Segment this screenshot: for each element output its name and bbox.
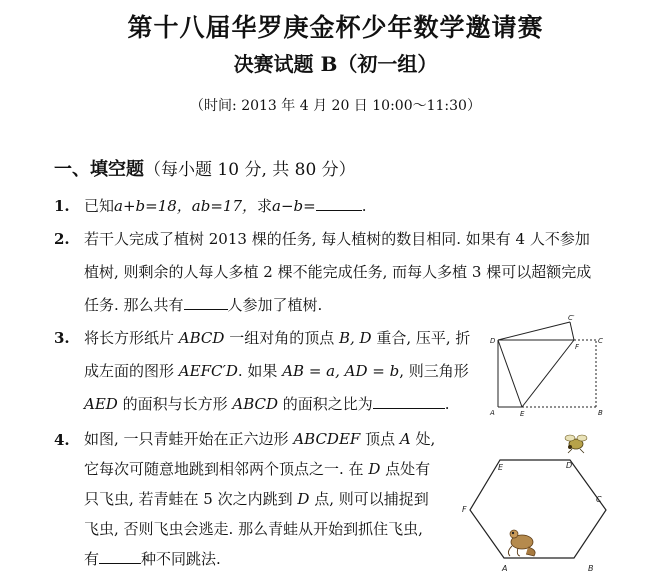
text-segment: 它每次可随意地跳到相邻两个顶点之一. 在 [84,460,369,478]
question-body [84,322,470,421]
math-expression: D [297,490,310,508]
question-2 [54,223,654,322]
text-segment: 只飞虫, 若青蛙在 5 次之内跳到 [84,490,298,508]
math-expression: a−b= [272,197,316,215]
question-1 [54,190,654,223]
label-C: C [596,495,602,504]
text-segment: 如图, 一只青蛙开始在正六边形 [84,430,294,448]
label-B: B [588,564,594,573]
question-body [84,424,435,574]
edge-DC-prime [498,322,570,340]
hexagon-ABCDEF [470,460,606,558]
answer-blank[interactable] [373,392,445,409]
fold-EF [522,340,574,407]
question-number: 4. [54,431,70,449]
fly-icon [565,435,587,453]
label-F: F [575,343,580,351]
exam-time: （时间: 2013 年 4 月 20 日 10:00～11:30） [190,98,481,114]
label-A: A [490,409,495,417]
text-segment: 人参加了植树. [227,296,323,314]
exam-subtitle: 决赛试题 B（初一组） [233,52,438,76]
folded-rectangle-figure [484,312,614,418]
text-segment: 的面积之比为 [278,395,373,413]
text-segment: 将长方形纸片 [84,329,179,347]
math-expression: A [399,430,411,448]
crease-DE [498,340,522,407]
math-expression: D [368,460,381,478]
label-C-prime: C′ [568,314,575,322]
answer-blank[interactable] [184,293,228,310]
question-line: 植树, 则剩余的人每人多植 2 棵不能完成任务, 而每人多植 3 棵可以超额完成 [84,263,592,281]
answer-blank[interactable] [99,547,141,564]
text-segment: 已知 [84,197,115,215]
question-4 [54,424,474,574]
question-line [84,388,470,421]
question-line: 若干人完成了植树 2013 棵的任务, 每人植树的数目相同. 如果有 4 人不参加 [84,230,590,248]
text-segment: 重合, 压平, 折 [371,329,471,347]
section-note: （每小题 10 分, 共 80 分） [144,160,356,180]
edge-C-prime-F [570,322,574,340]
math-expression: AB = a, AD = b [282,362,400,380]
question-body [84,190,366,223]
text-segment: 一组对角的顶点 [224,329,339,347]
label-B: B [598,409,603,417]
label-C: C [598,337,603,345]
question-number: 1. [54,197,70,215]
question-line [84,484,435,514]
math-expression: AEFC′D [178,362,238,380]
question-line [84,190,366,223]
question-line: 飞虫, 否则飞虫会逃走. 那么青蛙从开始到抓住飞虫, [84,520,423,538]
text-segment: 点, 则可以捕捉到 [309,490,429,508]
label-F: F [462,505,467,514]
question-line [84,355,470,388]
question-line [84,322,470,355]
question-number: 3. [54,329,70,347]
question-3 [54,322,484,421]
section-heading [54,155,356,181]
label-A: A [502,564,508,573]
math-expression: ABCDEF [293,430,361,448]
frog-icon [508,530,535,556]
math-expression: ABCD [232,395,278,413]
label-D: D [490,337,496,345]
text-segment: , 则三角形 [399,362,469,380]
text-segment: 成左面的图形 [84,362,179,380]
question-line [84,424,435,454]
label-E: E [498,463,504,472]
question-line [84,544,435,574]
answer-blank[interactable] [316,194,362,211]
math-expression: a+b=18，ab=17， [114,197,257,215]
label-E: E [520,410,525,418]
question-line [84,454,435,484]
text-segment: 顶点 [360,430,400,448]
text-segment: 求 [257,197,273,215]
label-D: D [566,461,573,470]
hexagon-figure [458,430,618,576]
exam-title: 第十八届华罗庚金杯少年数学邀请赛 [127,13,544,42]
text-segment: . 如果 [237,362,283,380]
text-segment: 种不同跳法. [141,550,221,568]
section-title: 一、填空题 [54,159,144,180]
math-expression: B, D [338,329,372,347]
question-body [84,223,591,322]
text-segment: 处, [410,430,436,448]
text-segment: . [361,197,367,215]
text-segment: 有 [84,550,100,568]
text-segment: 的面积与长方形 [117,395,233,413]
text-segment: 点处有 [380,460,431,478]
question-number: 2. [54,230,70,248]
text-segment: . [444,395,450,413]
math-expression: AED [84,395,118,413]
text-segment: 任务. 那么共有 [84,296,184,314]
math-expression: ABCD [178,329,225,347]
